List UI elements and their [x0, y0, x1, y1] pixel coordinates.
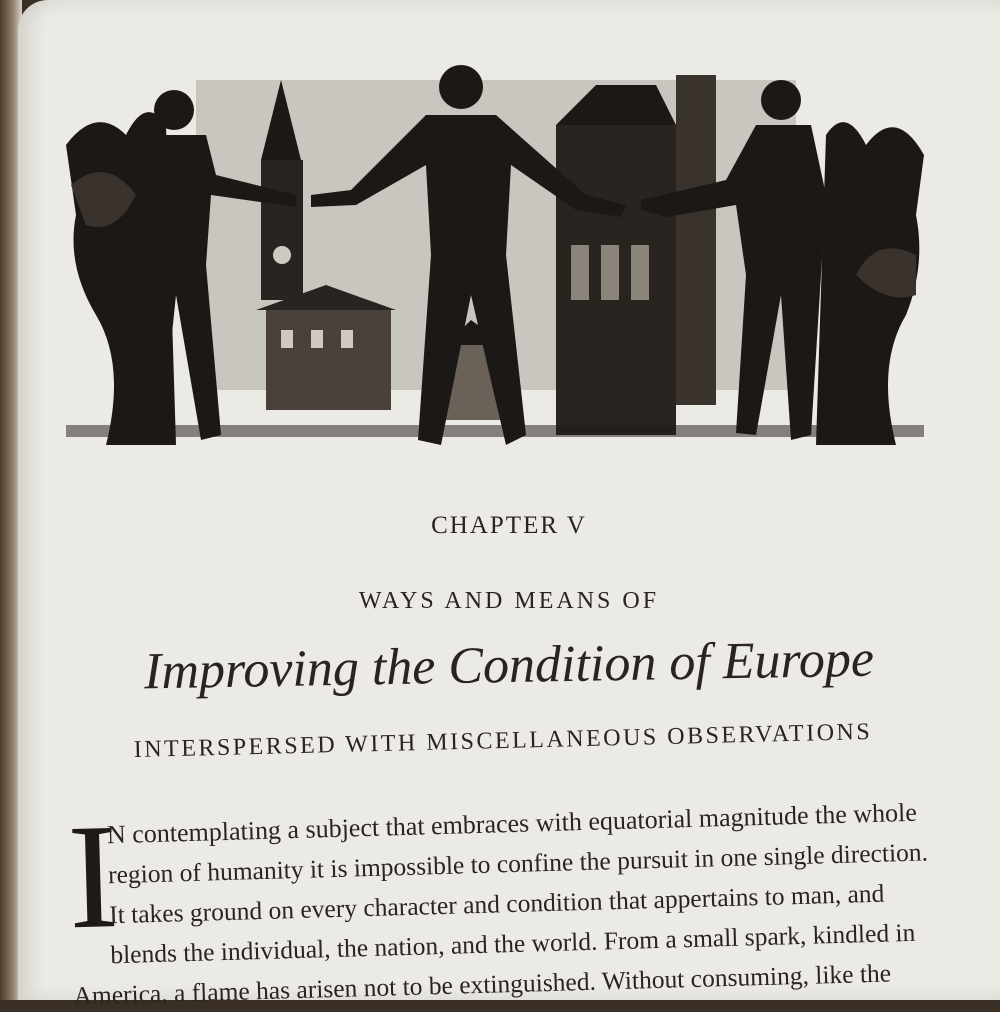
chapter-title-prefix: WAYS AND MEANS OF: [358, 588, 660, 614]
body-line: N contemplating a subject that embraces with equatorial magnitude the whole: [106, 797, 918, 850]
chapter-subtitle: INTERSPERSED WITH MISCELLANEOUS OBSERVATIONS: [133, 718, 873, 764]
chapter-title: Improving the Condition of Europe: [143, 630, 875, 701]
body-line: It takes ground on every character and condition that appertains to man, and: [108, 878, 885, 930]
woodcut-illustration-icon: [66, 65, 924, 455]
body-line: America, a flame has arisen not to be extinguished. Without consuming, like the: [73, 958, 892, 1011]
chapter-woodcut-illustration: [66, 65, 924, 455]
body-line: region of humanity it is impossible to confine the pursuit in one single direction.: [107, 837, 929, 890]
book-page: [18, 0, 1000, 1011]
chapter-body: [46, 774, 966, 1011]
chapter-number: CHAPTER V: [431, 512, 587, 539]
drop-cap: I: [65, 793, 121, 961]
body-line: blends the individual, the nation, and the world. From a small spark, kindled in: [109, 917, 916, 970]
